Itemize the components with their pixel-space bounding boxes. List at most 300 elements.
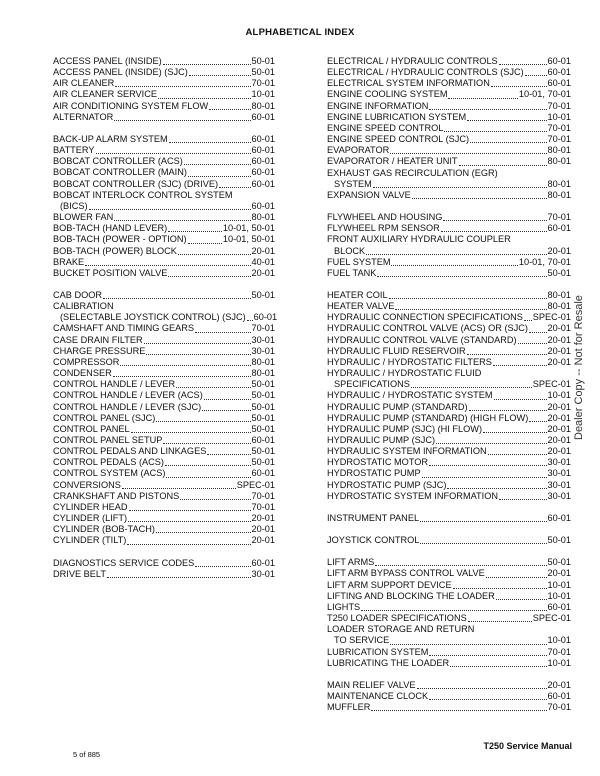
dot-leader <box>107 577 251 578</box>
index-entry <box>53 56 275 67</box>
entry-page: 80-01 <box>547 301 571 312</box>
entry-name: CONTROL HANDLE / LEVER (ACS) <box>53 390 203 401</box>
entry-page: 20-01 <box>547 323 571 334</box>
entry-page: 60-01 <box>251 167 275 178</box>
entry-name: MAIN RELIEF VALVE <box>327 679 416 690</box>
entry-name: CONTROL PEDALS AND LINKAGES <box>53 446 207 457</box>
entry-name: FLYWHEEL RPM SENSOR <box>327 223 440 234</box>
index-group <box>327 535 571 546</box>
dot-leader <box>450 666 546 667</box>
index-entry <box>327 246 571 257</box>
dot-leader <box>113 376 251 377</box>
entry-page: 30-01 <box>547 479 571 490</box>
entry-name: CONTROL PANEL (SJC) <box>53 412 156 423</box>
index-entry <box>327 691 571 702</box>
index-entry <box>327 112 571 123</box>
dot-leader <box>146 354 250 355</box>
entry-name: LIGHTS <box>327 601 361 612</box>
entry-page: 30-01 <box>547 490 571 501</box>
entry-page: 80-01 <box>251 212 275 223</box>
entry-page: 60-01 <box>547 223 571 234</box>
entry-page: 10-01 <box>547 579 571 590</box>
entry-name: LIFTING AND BLOCKING THE LOADER <box>327 590 495 601</box>
index-entry <box>53 312 278 323</box>
dot-leader <box>209 109 250 110</box>
dot-leader <box>158 98 251 99</box>
entry-name: (BICS) <box>60 200 88 211</box>
dot-leader <box>85 265 250 266</box>
index-entry <box>53 390 275 401</box>
index-entry <box>327 480 571 491</box>
entry-page: 50-01 <box>547 535 571 546</box>
index-entry <box>53 535 275 546</box>
entry-page: 60-01 <box>251 178 275 189</box>
index-entry <box>327 145 571 156</box>
dot-leader <box>163 64 251 65</box>
index-entry <box>53 346 275 357</box>
entry-name: CYLINDER (LIFT) <box>53 513 128 524</box>
entry-page: 10-01 <box>547 590 571 601</box>
index-entry <box>327 424 571 435</box>
index-entry <box>327 702 571 713</box>
index-entry <box>327 335 571 346</box>
index-entry <box>327 101 571 112</box>
dot-leader <box>518 343 547 344</box>
dot-leader <box>420 521 546 522</box>
entry-name: CYLINDER (BOB-TACH) <box>53 524 155 535</box>
entry-name: HYDROSTATIC SYSTEM INFORMATION <box>327 490 498 501</box>
entry-page: 60-01 <box>251 200 275 211</box>
dot-leader <box>114 120 250 121</box>
dot-leader <box>467 354 547 355</box>
entry-page: 70-01 <box>547 646 571 657</box>
dot-leader <box>391 265 517 266</box>
index-entry <box>53 446 275 457</box>
dot-leader <box>411 387 532 388</box>
index-entry <box>53 491 275 502</box>
dot-leader <box>176 387 250 388</box>
index-entry <box>327 535 571 546</box>
index-entry <box>53 468 275 479</box>
dot-leader <box>377 276 546 277</box>
index-entry <box>327 413 571 424</box>
entry-name: BOBCAT CONTROLLER (ACS) <box>53 156 183 167</box>
entry-page: 60-01 <box>251 145 275 156</box>
entry-page: 60-01 <box>547 56 571 66</box>
dot-leader <box>188 176 251 177</box>
index-entry <box>53 101 275 112</box>
index-entry <box>327 557 571 568</box>
entry-page: 60-01 <box>251 468 275 479</box>
entry-name: ENGINE SPEED CONTROL (SJC) <box>327 134 470 145</box>
index-group <box>53 56 275 123</box>
entry-name: BOB-TACH (POWER - OPTION) <box>53 234 187 245</box>
index-heading-line: HYDRAULIC / HYDROSTATIC FLUID <box>327 368 482 379</box>
index-entry <box>327 513 571 524</box>
dot-leader <box>247 320 253 321</box>
dot-leader <box>412 198 547 199</box>
dot-leader <box>469 410 547 411</box>
entry-page: 20-01 <box>251 513 275 524</box>
index-entry <box>327 156 571 167</box>
dot-leader <box>115 86 250 87</box>
dot-leader <box>195 332 250 333</box>
index-entry <box>327 290 571 301</box>
dot-leader <box>128 521 250 522</box>
entry-name: HYDROSTATIC PUMP <box>327 468 421 479</box>
index-column-left <box>53 56 278 591</box>
dot-leader <box>204 399 251 400</box>
index-entry <box>53 156 275 167</box>
dot-leader <box>202 410 250 411</box>
entry-page: 80-01 <box>547 178 571 189</box>
dot-leader <box>131 432 251 433</box>
entry-name: HYDRAULIC / HYDROSTATIC SYSTEM <box>327 390 493 401</box>
entry-name: HYDRAULIC CONTROL VALVE (STANDARD) <box>327 334 517 345</box>
dot-leader <box>467 120 546 121</box>
entry-name: ELECTRICAL SYSTEM INFORMATION <box>327 78 490 89</box>
entry-page: 60-01 <box>547 78 571 89</box>
entry-page: SPEC-01 <box>236 479 275 490</box>
entry-page: 10-01, 70-01 <box>518 89 571 100</box>
dot-leader <box>491 86 547 87</box>
dot-leader <box>168 276 250 277</box>
dot-leader <box>371 710 546 711</box>
entry-page: 50-01 <box>547 267 571 278</box>
index-entry <box>53 201 275 212</box>
entry-name: HYDRAULIC / HYDROSTATIC FILTERS <box>327 356 492 367</box>
entry-name: HYDRAULIC PUMP (STANDARD) <box>327 401 468 412</box>
entry-name: ENGINE LUBRICATION SYSTEM <box>327 111 467 122</box>
entry-page: 70-01 <box>547 702 571 713</box>
entry-page: 10-01, 50-01 <box>222 234 275 245</box>
entry-name: BATTERY <box>53 145 95 156</box>
entry-name: HYDRAULIC PUMP (SJC) (HI FLOW) <box>327 423 483 434</box>
entry-page: 80-01 <box>547 156 571 167</box>
dot-leader <box>496 599 547 600</box>
dot-leader <box>420 543 546 544</box>
entry-page: 60-01 <box>547 690 571 701</box>
entry-name: CONTROL HANDLE / LEVER <box>53 379 176 390</box>
index-entry <box>53 290 275 301</box>
entry-page: 60-01 <box>547 67 571 78</box>
index-entry <box>53 480 275 491</box>
index-heading-line: FRONT AUXILIARY HYDRAULIC COUPLER <box>327 234 511 245</box>
entry-page: 10-01 <box>547 111 571 122</box>
dot-leader <box>453 588 547 589</box>
index-entry <box>327 491 571 502</box>
index-heading-line: CALIBRATION <box>53 301 114 312</box>
index-group <box>327 557 571 669</box>
dot-leader <box>525 75 547 76</box>
index-entry <box>53 558 275 569</box>
entry-name: JOYSTICK CONTROL <box>327 535 420 546</box>
entry-page: 20-01 <box>547 401 571 412</box>
manual-title: T250 Service Manual <box>483 741 572 751</box>
index-entry <box>53 167 275 178</box>
index-entry <box>327 591 571 602</box>
index-entry <box>327 580 571 591</box>
dot-leader <box>389 298 547 299</box>
entry-page: 80-01 <box>251 356 275 367</box>
entry-name: AIR CLEANER SERVICE <box>53 89 157 100</box>
entry-page: 50-01 <box>251 67 275 78</box>
index-entry <box>327 268 571 279</box>
index-entry <box>327 301 571 312</box>
dot-leader <box>429 699 546 700</box>
entry-name: ACCESS PANEL (INSIDE) (SJC) <box>53 67 188 78</box>
entry-page: 10-01, 70-01 <box>518 256 571 267</box>
index-column-right <box>327 56 571 724</box>
index-entry <box>53 112 275 123</box>
entry-page: 80-01 <box>251 368 275 379</box>
entry-name: BRAKE <box>53 256 85 267</box>
entry-page: 30-01 <box>251 345 275 356</box>
dot-leader <box>169 142 251 143</box>
entry-name: CHARGE PRESSURE <box>53 345 146 356</box>
dot-leader <box>184 164 251 165</box>
index-entry <box>327 134 571 145</box>
entry-page: 30-01 <box>251 568 275 579</box>
entry-page: 60-01 <box>251 133 275 144</box>
index-group <box>327 212 571 279</box>
index-entry <box>327 190 571 201</box>
entry-page: 20-01 <box>547 435 571 445</box>
entry-page: SPEC-01 <box>532 379 571 390</box>
index-entry <box>327 257 571 268</box>
dot-leader <box>499 64 547 65</box>
page-count: 5 of 885 <box>73 750 101 759</box>
index-entry <box>327 446 571 457</box>
entry-name: HYDROSTATIC MOTOR <box>327 457 429 468</box>
entry-name: ENGINE SPEED CONTROL <box>327 122 444 133</box>
index-entry <box>53 323 275 334</box>
entry-page: 60-01 <box>251 557 275 568</box>
index-entry <box>327 402 571 413</box>
dot-leader <box>120 365 250 366</box>
entry-page: 50-01 <box>251 457 275 468</box>
entry-page: 20-01 <box>251 267 275 278</box>
index-entry <box>53 134 275 145</box>
entry-name: LUBRICATION SYSTEM <box>327 646 429 657</box>
dot-leader <box>390 153 546 154</box>
index-entry <box>327 568 571 579</box>
entry-name: HYDRAULIC PUMP (SJC) <box>327 435 436 445</box>
entry-page: 60-01 <box>251 156 275 167</box>
entry-name: AIR CONDITIONING SYSTEM FLOW <box>53 100 209 111</box>
index-entry <box>53 268 275 279</box>
entry-name: CAB DOOR <box>53 289 103 300</box>
entry-name: T250 LOADER SPECIFICATIONS <box>327 613 467 624</box>
entry-page: 50-01 <box>251 446 275 457</box>
entry-name: CRANKSHAFT AND PISTONS <box>53 490 180 501</box>
entry-name: HEATER VALVE <box>327 301 395 312</box>
dot-leader <box>468 621 532 622</box>
entry-page: 30-01 <box>251 334 275 345</box>
entry-page: 60-01 <box>547 512 571 523</box>
dot-leader <box>529 421 546 422</box>
dot-leader <box>129 510 251 511</box>
index-entry <box>53 246 275 257</box>
index-entry <box>53 368 275 379</box>
entry-name: SYSTEM <box>334 178 372 189</box>
entry-page: SPEC-01 <box>532 613 571 624</box>
dot-leader <box>488 454 547 455</box>
entry-name: HYDROSTATIC PUMP (SJC) <box>327 479 447 490</box>
entry-page: 40-01 <box>251 256 275 267</box>
dot-leader <box>429 465 546 466</box>
entry-page: 20-01 <box>251 245 275 256</box>
index-entry <box>53 379 275 390</box>
entry-page: 70-01 <box>547 134 571 145</box>
entry-name: CONTROL HANDLE / LEVER (SJC) <box>53 401 202 412</box>
page-title: ALPHABETICAL INDEX <box>245 27 355 38</box>
index-entry <box>53 457 275 468</box>
index-entry <box>327 658 571 669</box>
index-entry <box>53 413 275 424</box>
dot-leader <box>529 332 547 333</box>
entry-page: 50-01 <box>251 379 275 390</box>
entry-page: 70-01 <box>251 501 275 512</box>
entry-name: EXPANSION VALVE <box>327 189 411 200</box>
dot-leader <box>448 98 517 99</box>
index-entry <box>327 323 571 334</box>
index-entry <box>327 223 571 234</box>
entry-page: 60-01 <box>251 111 275 122</box>
entry-page: 70-01 <box>251 490 275 501</box>
dot-leader <box>524 320 532 321</box>
entry-name: BLOWER FAN <box>53 212 114 223</box>
index-entry <box>53 513 275 524</box>
dot-leader <box>444 131 546 132</box>
watermark: Dealer Copy -- Not for Resale <box>573 295 585 440</box>
dot-leader <box>441 231 547 232</box>
index-entry <box>327 179 571 190</box>
entry-page: 30-01 <box>547 457 571 468</box>
dot-leader <box>373 187 547 188</box>
entry-page: 20-01 <box>547 245 571 256</box>
entry-page: 50-01 <box>251 412 275 423</box>
entry-name: MUFFLER <box>327 702 371 713</box>
entry-name: ENGINE INFORMATION <box>327 100 429 111</box>
entry-page: 20-01 <box>251 535 275 546</box>
entry-page: 70-01 <box>547 212 571 223</box>
entry-page: 50-01 <box>251 289 275 300</box>
entry-page: 70-01 <box>547 100 571 111</box>
entry-name: ACCESS PANEL (INSIDE) <box>53 56 162 66</box>
entry-name: ELECTRICAL / HYDRAULIC CONTROLS <box>327 56 498 66</box>
dot-leader <box>144 343 251 344</box>
dot-leader <box>166 477 250 478</box>
index-entry <box>53 67 275 78</box>
entry-name: ALTERNATOR <box>53 111 114 122</box>
entry-name: BOB-TACH (POWER) BLOCK <box>53 245 177 256</box>
index-entry <box>53 435 275 446</box>
entry-page: 20-01 <box>547 345 571 356</box>
entry-page: 20-01 <box>547 356 571 367</box>
dot-leader <box>486 577 547 578</box>
entry-page: 80-01 <box>547 289 571 300</box>
entry-name: DIAGNOSTICS SERVICE CODES <box>53 557 195 568</box>
index-entry <box>327 56 571 67</box>
index-group <box>53 134 275 279</box>
entry-name: HEATER COIL <box>327 289 388 300</box>
dot-leader <box>436 443 546 444</box>
dot-leader <box>417 688 547 689</box>
entry-page: 70-01 <box>251 323 275 334</box>
index-entry <box>327 647 571 658</box>
dot-leader <box>207 454 250 455</box>
index-entry <box>327 89 571 100</box>
entry-name: BOB-TACH (HAND LEVER) <box>53 223 168 234</box>
entry-page: 10-01 <box>547 635 571 646</box>
dot-leader <box>493 365 547 366</box>
dot-leader <box>96 153 251 154</box>
entry-name: BLOCK <box>334 245 366 256</box>
entry-name: BOBCAT CONTROLLER (MAIN) <box>53 167 187 178</box>
index-entry <box>327 468 571 479</box>
dot-leader <box>219 187 250 188</box>
dot-leader <box>188 243 222 244</box>
dot-leader <box>156 421 250 422</box>
entry-page: 50-01 <box>251 390 275 401</box>
index-entry <box>327 67 571 78</box>
dot-leader <box>89 209 251 210</box>
dot-leader <box>483 432 546 433</box>
entry-name: HYDRAULIC PUMP (STANDARD) (HIGH FLOW) <box>327 412 529 423</box>
dot-leader <box>395 309 546 310</box>
index-group <box>53 558 275 580</box>
index-entry <box>53 502 275 513</box>
entry-page: 20-01 <box>547 568 571 579</box>
dot-leader <box>443 220 546 221</box>
index-entry <box>53 357 275 368</box>
entry-name: EVAPORATOR <box>327 145 390 156</box>
dot-leader <box>499 499 547 500</box>
index-group <box>327 56 571 201</box>
entry-page: 10-01, 50-01 <box>222 223 275 234</box>
index-heading-line: EXHAUST GAS RECIRCULATION (EGR) <box>327 167 498 178</box>
entry-page: 30-01 <box>547 468 571 479</box>
entry-name: CONTROL PANEL <box>53 423 130 434</box>
entry-page: 50-01 <box>547 557 571 568</box>
index-entry <box>327 435 571 446</box>
dot-leader <box>195 566 250 567</box>
entry-name: LIFT ARM BYPASS CONTROL VALVE <box>327 568 485 579</box>
entry-name: HYDRAULIC FLUID RESERVOIR <box>327 345 466 356</box>
entry-name: BOBCAT CONTROLLER (SJC) (DRIVE) <box>53 178 219 189</box>
entry-name: BACK-UP ALARM SYSTEM <box>53 133 168 144</box>
dot-leader <box>122 488 236 489</box>
dot-leader <box>114 220 250 221</box>
entry-page: 80-01 <box>251 100 275 111</box>
index-entry <box>327 379 571 390</box>
dot-leader <box>429 655 546 656</box>
index-group <box>327 680 571 713</box>
entry-name: CONTROL PEDALS (ACS) <box>53 457 164 468</box>
index-entry <box>327 78 571 89</box>
entry-page: 70-01 <box>251 78 275 89</box>
entry-page: SPEC-01 <box>532 312 571 323</box>
index-entry <box>53 569 275 580</box>
entry-page: 20-01 <box>547 446 571 457</box>
entry-name: CONTROL SYSTEM (ACS) <box>53 468 166 479</box>
index-group <box>327 290 571 502</box>
dot-leader <box>168 231 222 232</box>
index-entry <box>327 457 571 468</box>
entry-page: 60-01 <box>547 601 571 612</box>
dot-leader <box>422 477 547 478</box>
